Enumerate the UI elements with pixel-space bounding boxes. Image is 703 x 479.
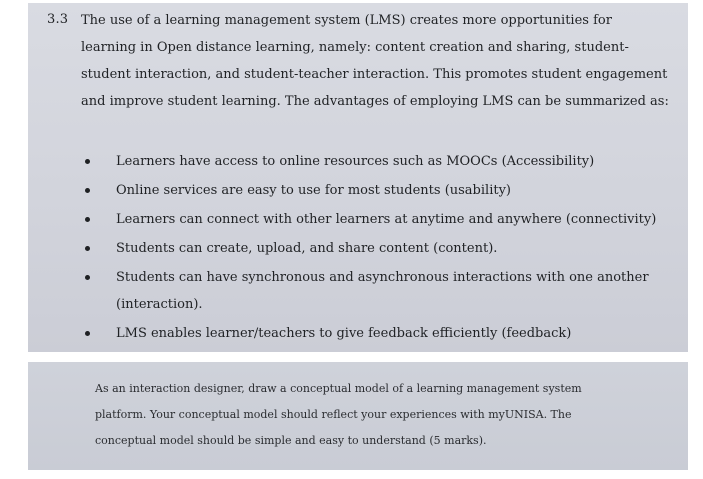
list-item [81,320,681,347]
list-item [81,177,681,204]
list-item-text: LMS enables learner/teachers to give feedback efficiently (feedback) [116,326,572,341]
question-intro: The use of a learning management system (LMS) creates more opportunities for learning in Open distance learning, namely: content creation and sharing, student-student interaction, and student-teacher interaction. This promotes student engagement and improve student learning. The advantages of employing LMS can be summarized as: [81,13,669,109]
question-number: 3.3 [47,12,69,27]
task-instruction: As an interaction designer, draw a conceptual model of a learning management system platform. Your conceptual model should reflect your experiences with myUNISA. The conceptual model should be simple and easy to understand (5 marks). [95,382,582,447]
bullet-icon [85,159,90,164]
bullet-icon [85,275,90,280]
list-item-text: Students can have synchronous and asynchronous interactions with one another (interaction). [116,270,649,312]
list-item [81,264,681,318]
list-item-text: Learners have access to online resources such as MOOCs (Accessibility) [116,154,595,169]
list-item-text: Learners can connect with other learners at anytime and anywhere (connectivity) [116,212,657,227]
advantages-list [81,148,681,349]
list-item [81,148,681,175]
task-panel [28,362,688,470]
bullet-icon [85,188,90,193]
list-item-text: Online services are easy to use for most students (usability) [116,183,511,198]
bullet-icon [85,331,90,336]
question-panel [28,3,688,352]
bullet-icon [85,217,90,222]
list-item-text: Students can create, upload, and share content (content). [116,241,498,256]
list-item [81,206,681,233]
list-item [81,235,681,262]
bullet-icon [85,246,90,251]
